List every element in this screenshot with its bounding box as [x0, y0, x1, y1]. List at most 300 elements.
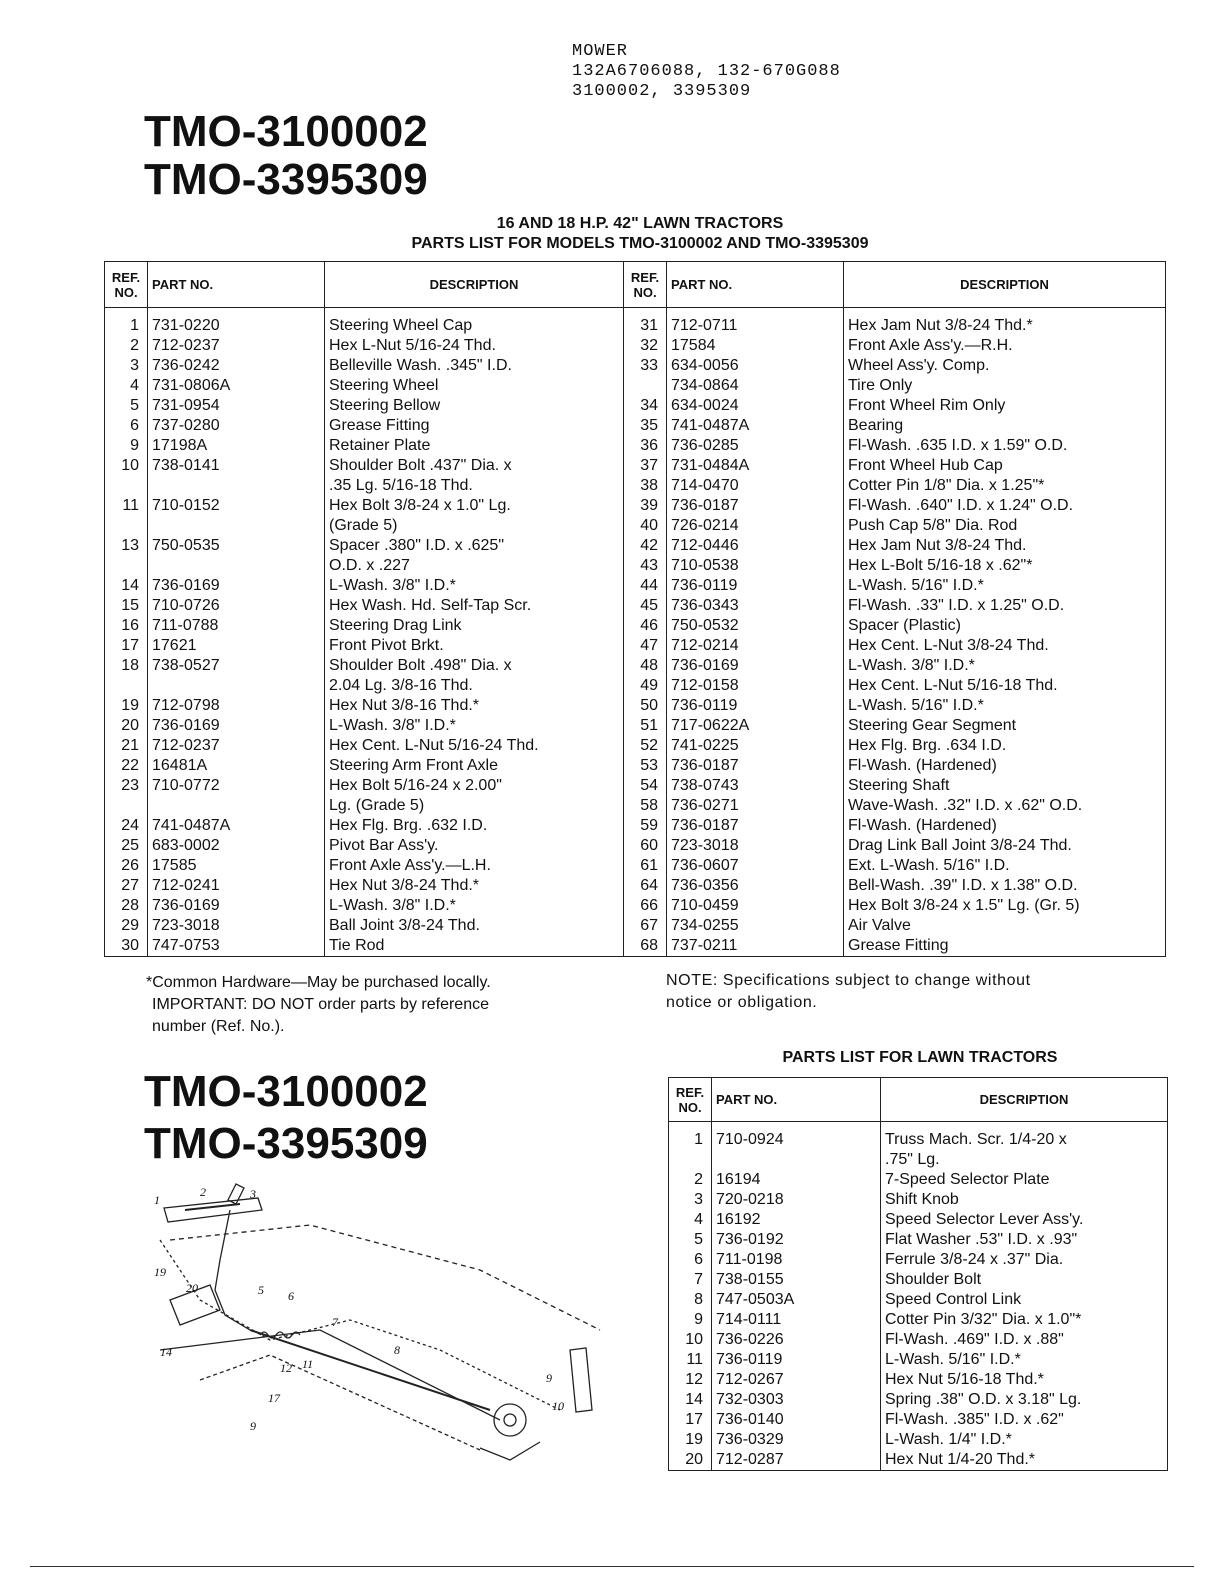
- table-row: [105, 776, 1166, 796]
- description: Hex Cent. L-Nut 5/16-24 Thd.: [325, 736, 624, 756]
- selector-plate: [164, 1198, 262, 1222]
- description: Front Wheel Rim Only: [844, 396, 1166, 416]
- part-no: 731-0954: [148, 396, 325, 416]
- description: Fl-Wash. .33" I.D. x 1.25" O.D.: [844, 596, 1166, 616]
- part-no: 712-0287: [712, 1450, 881, 1471]
- axle-stub: [480, 1442, 540, 1460]
- description: Cotter Pin 1/8" Dia. x 1.25"*: [844, 476, 1166, 496]
- ref-no: [105, 556, 148, 576]
- table-row: [105, 376, 1166, 396]
- part-no: 634-0056: [667, 356, 844, 376]
- table-row: [105, 616, 1166, 636]
- part-no: 710-0538: [667, 556, 844, 576]
- part-no: 710-0459: [667, 896, 844, 916]
- part-no: 710-0772: [148, 776, 325, 796]
- table-row: [105, 476, 1166, 496]
- ref-no: 64: [624, 876, 667, 896]
- description: Hex Jam Nut 3/8-24 Thd.: [844, 536, 1166, 556]
- ref-no: 17: [121, 637, 139, 654]
- callout-1: 1: [154, 1193, 160, 1207]
- ref-no: 4: [130, 377, 139, 394]
- table-row: [105, 816, 1166, 836]
- ref-no: 32: [624, 336, 667, 356]
- description: Wheel Ass'y. Comp.: [844, 356, 1166, 376]
- part-no: [148, 796, 325, 816]
- transmission-hub-inner: [504, 1414, 516, 1426]
- part-no: 712-0711: [667, 308, 844, 337]
- ref-no: 19: [121, 697, 139, 714]
- part-no: 750-0532: [667, 616, 844, 636]
- ref-no: 14: [685, 1391, 703, 1408]
- part-no: 747-0503A: [712, 1290, 881, 1310]
- table-row: [105, 936, 1166, 957]
- ref-no: 6: [130, 417, 139, 434]
- table-row: [105, 916, 1166, 936]
- lawn-tractor-parts-table: [668, 1077, 1168, 1471]
- description: Steering Drag Link: [325, 616, 624, 636]
- ref-no: 24: [121, 817, 139, 834]
- part-no: 736-0285: [667, 436, 844, 456]
- ref-no: 46: [624, 616, 667, 636]
- control-bracket: [570, 1348, 592, 1412]
- table-row: [669, 1210, 1168, 1230]
- ref-no: 54: [624, 776, 667, 796]
- callout-14: 14: [160, 1345, 172, 1359]
- ref-no: [105, 476, 148, 496]
- part-no: [148, 676, 325, 696]
- description: Steering Bellow: [325, 396, 624, 416]
- ref-no: 58: [624, 796, 667, 816]
- description: Hex L-Nut 5/16-24 Thd.: [325, 336, 624, 356]
- col-desc-right: DESCRIPTION: [844, 262, 1166, 308]
- description: Hex Flg. Brg. .634 I.D.: [844, 736, 1166, 756]
- description: Drag Link Ball Joint 3/8-24 Thd.: [844, 836, 1166, 856]
- ref-no: 20: [121, 717, 139, 734]
- description: Tire Only: [844, 376, 1166, 396]
- part-no: 734-0864: [667, 376, 844, 396]
- table-row: [105, 356, 1166, 376]
- description: Hex Flg. Brg. .632 I.D.: [325, 816, 624, 836]
- callout-2: 2: [200, 1185, 206, 1199]
- part-no: 712-0267: [712, 1370, 881, 1390]
- part-no: 736-0187: [667, 816, 844, 836]
- description: Shoulder Bolt .437" Dia. x: [325, 456, 624, 476]
- ref-no: 48: [624, 656, 667, 676]
- part-no: 736-0169: [148, 896, 325, 916]
- part-no: 723-3018: [667, 836, 844, 856]
- part-no: 17198A: [148, 436, 325, 456]
- ref-no: 22: [121, 757, 139, 774]
- description: Steering Arm Front Axle: [325, 756, 624, 776]
- lower-link: [200, 1355, 480, 1450]
- col-desc-left: DESCRIPTION: [325, 262, 624, 308]
- table-row: [669, 1122, 1168, 1151]
- ref-no: 23: [121, 777, 139, 794]
- description: Hex Cent. L-Nut 3/8-24 Thd.: [844, 636, 1166, 656]
- ref-no: 44: [624, 576, 667, 596]
- ref-no: 7: [694, 1271, 703, 1288]
- part-no: 737-0280: [148, 416, 325, 436]
- part-no: 710-0924: [712, 1122, 881, 1151]
- main-heading-line-1: 16 AND 18 H.P. 42" LAWN TRACTORS: [496, 215, 784, 232]
- part-no: 734-0255: [667, 916, 844, 936]
- table-row: [669, 1190, 1168, 1210]
- part-no: 712-0214: [667, 636, 844, 656]
- description: Hex Nut 3/8-24 Thd.*: [325, 876, 624, 896]
- description: Hex Nut 1/4-20 Thd.*: [881, 1450, 1168, 1471]
- description: L-Wash. 3/8" I.D.*: [325, 896, 624, 916]
- ref-no: 16: [121, 617, 139, 634]
- speed-selector-exploded-diagram: [140, 1180, 640, 1480]
- ref-no: 3: [130, 357, 139, 374]
- specification-note: [666, 970, 1031, 1014]
- description: Front Axle Ass'y.—L.H.: [325, 856, 624, 876]
- main-parts-table: [104, 261, 1166, 957]
- ref-no: [105, 796, 148, 816]
- table-row: [105, 556, 1166, 576]
- table-row: [669, 1270, 1168, 1290]
- description: Front Wheel Hub Cap: [844, 456, 1166, 476]
- part-no: 712-0237: [148, 336, 325, 356]
- ref-no: 33: [624, 356, 667, 376]
- ref-no: 30: [121, 937, 139, 954]
- ref-no: 15: [121, 597, 139, 614]
- col-part-right: PART NO.: [667, 262, 844, 308]
- part-no: 736-0119: [667, 576, 844, 596]
- part-no: 714-0111: [712, 1310, 881, 1330]
- description: .35 Lg. 5/16-18 Thd.: [325, 476, 624, 496]
- description: Fl-Wash. (Hardened): [844, 816, 1166, 836]
- main-heading: [300, 214, 980, 254]
- description: Speed Selector Lever Ass'y.: [881, 1210, 1168, 1230]
- ref-no: 39: [624, 496, 667, 516]
- part-no: 712-0158: [667, 676, 844, 696]
- ref-no: 50: [624, 696, 667, 716]
- description: L-Wash. 3/8" I.D.*: [325, 716, 624, 736]
- ref-no: 45: [624, 596, 667, 616]
- ref-no: 2: [694, 1171, 703, 1188]
- part-no: 738-0527: [148, 656, 325, 676]
- description: Ball Joint 3/8-24 Thd.: [325, 916, 624, 936]
- part-no: 736-0356: [667, 876, 844, 896]
- callout-12: 12: [280, 1361, 292, 1375]
- description: Spacer .380" I.D. x .625": [325, 536, 624, 556]
- ref-no: 18: [121, 657, 139, 674]
- part-no: [148, 516, 325, 536]
- part-no: 17584: [667, 336, 844, 356]
- rear-rod: [160, 1330, 500, 1420]
- table-row: [105, 516, 1166, 536]
- callout-6: 6: [288, 1289, 294, 1303]
- top-title-2: TMO-3395309: [144, 155, 428, 204]
- note-important-2: number (Ref. No.).: [152, 1018, 285, 1035]
- part-no: 750-0535: [148, 536, 325, 556]
- ref-no: [669, 1150, 712, 1170]
- description: Hex Bolt 3/8-24 x 1.5" Lg. (Gr. 5): [844, 896, 1166, 916]
- description: Fl-Wash. .640" I.D. x 1.24" O.D.: [844, 496, 1166, 516]
- description: Hex Wash. Hd. Self-Tap Scr.: [325, 596, 624, 616]
- callout-10: 10: [552, 1399, 564, 1413]
- description: Hex Nut 5/16-18 Thd.*: [881, 1370, 1168, 1390]
- description: Steering Wheel: [325, 376, 624, 396]
- ref-no: 59: [624, 816, 667, 836]
- table-row: [105, 856, 1166, 876]
- part-no: 712-0798: [148, 696, 325, 716]
- ref-no: [105, 676, 148, 696]
- description: 2.04 Lg. 3/8-16 Thd.: [325, 676, 624, 696]
- ref-no: 31: [624, 308, 667, 337]
- part-no: 710-0152: [148, 496, 325, 516]
- part-no: 736-0192: [712, 1230, 881, 1250]
- part-no: 731-0806A: [148, 376, 325, 396]
- part-no: [712, 1150, 881, 1170]
- col-ref: REF. NO.: [669, 1078, 712, 1122]
- ref-no: 1: [694, 1131, 703, 1148]
- callout-17: 17: [268, 1391, 280, 1405]
- col-ref-right: REF. NO.: [624, 262, 667, 308]
- ref-no: [105, 516, 148, 536]
- callout-9-lower: 9: [250, 1419, 256, 1433]
- part-no: 741-0487A: [148, 816, 325, 836]
- ref-no: 53: [624, 756, 667, 776]
- table-row: [669, 1390, 1168, 1410]
- part-no: 711-0788: [148, 616, 325, 636]
- ref-no: 14: [121, 577, 139, 594]
- ref-no: 49: [624, 676, 667, 696]
- description: Front Axle Ass'y.—R.H.: [844, 336, 1166, 356]
- col-part-left: PART NO.: [148, 262, 325, 308]
- note-spec-2: notice or obligation.: [666, 994, 818, 1011]
- part-no: 714-0470: [667, 476, 844, 496]
- ref-no: 35: [624, 416, 667, 436]
- table-row: [105, 416, 1166, 436]
- table-row: [105, 896, 1166, 916]
- ref-no: 11: [122, 497, 139, 514]
- description: Shoulder Bolt: [881, 1270, 1168, 1290]
- callout-9-upper: 9: [546, 1371, 552, 1385]
- part-no: 634-0024: [667, 396, 844, 416]
- callout-8: 8: [394, 1343, 400, 1357]
- table-row: [105, 696, 1166, 716]
- ref-no: 5: [130, 397, 139, 414]
- col-part: PART NO.: [712, 1078, 881, 1122]
- description: Fl-Wash. .469" I.D. x .88": [881, 1330, 1168, 1350]
- ref-no: [624, 376, 667, 396]
- ref-no: 2: [130, 337, 139, 354]
- table-row: [105, 536, 1166, 556]
- part-no: 712-0446: [667, 536, 844, 556]
- ref-no: 28: [121, 897, 139, 914]
- part-no: 737-0211: [667, 936, 844, 957]
- description: Pivot Bar Ass'y.: [325, 836, 624, 856]
- part-no: 726-0214: [667, 516, 844, 536]
- ref-no: 51: [624, 716, 667, 736]
- description: Fl-Wash. (Hardened): [844, 756, 1166, 776]
- table-row: [105, 496, 1166, 516]
- ref-no: 36: [624, 436, 667, 456]
- part-no: 736-0329: [712, 1430, 881, 1450]
- ref-no: 13: [121, 537, 139, 554]
- part-no: 736-0343: [667, 596, 844, 616]
- part-no: 683-0002: [148, 836, 325, 856]
- description: L-Wash. 5/16" I.D.*: [844, 576, 1166, 596]
- ref-no: 10: [685, 1331, 703, 1348]
- description: Speed Control Link: [881, 1290, 1168, 1310]
- ref-no: 47: [624, 636, 667, 656]
- description: Hex Bolt 3/8-24 x 1.0" Lg.: [325, 496, 624, 516]
- description: Fl-Wash. .385" I.D. x .62": [881, 1410, 1168, 1430]
- description: Lg. (Grade 5): [325, 796, 624, 816]
- callout-19: 19: [154, 1265, 166, 1279]
- part-no: [148, 556, 325, 576]
- ref-no: 25: [121, 837, 139, 854]
- callout-7: 7: [332, 1315, 338, 1329]
- ref-no: 67: [624, 916, 667, 936]
- ref-no: 12: [685, 1371, 703, 1388]
- table-row: [669, 1310, 1168, 1330]
- part-no: 712-0241: [148, 876, 325, 896]
- ref-no: 61: [624, 856, 667, 876]
- table-row: [105, 308, 1166, 337]
- col-ref-left: REF. NO.: [105, 262, 148, 308]
- description: Ext. L-Wash. 5/16" I.D.: [844, 856, 1166, 876]
- table-row: [669, 1170, 1168, 1190]
- part-no: 17585: [148, 856, 325, 876]
- description: Hex Bolt 5/16-24 x 2.00": [325, 776, 624, 796]
- description: L-Wash. 3/8" I.D.*: [325, 576, 624, 596]
- part-no: 738-0743: [667, 776, 844, 796]
- description: Shift Knob: [881, 1190, 1168, 1210]
- note-common-hardware: *Common Hardware—May be purchased locally.: [146, 974, 491, 991]
- shift-knob: [228, 1184, 244, 1204]
- description: 7-Speed Selector Plate: [881, 1170, 1168, 1190]
- table-row: [105, 676, 1166, 696]
- callout-3: 3: [250, 1187, 256, 1201]
- description: L-Wash. 5/16" I.D.*: [844, 696, 1166, 716]
- description: Front Pivot Brkt.: [325, 636, 624, 656]
- table-row: [105, 716, 1166, 736]
- description: .75" Lg.: [881, 1150, 1168, 1170]
- ref-no: 34: [624, 396, 667, 416]
- part-no: 736-0187: [667, 496, 844, 516]
- callout-11: 11: [302, 1357, 314, 1371]
- ref-no: 60: [624, 836, 667, 856]
- description: Hex Nut 3/8-16 Thd.*: [325, 696, 624, 716]
- part-no: 736-0187: [667, 756, 844, 776]
- ref-no: 43: [624, 556, 667, 576]
- table-row: [669, 1350, 1168, 1370]
- table-row: [669, 1370, 1168, 1390]
- ref-no: 19: [685, 1431, 703, 1448]
- description: (Grade 5): [325, 516, 624, 536]
- description: Shoulder Bolt .498" Dia. x: [325, 656, 624, 676]
- part-no: 16481A: [148, 756, 325, 776]
- ref-no: 10: [121, 457, 139, 474]
- part-no: 732-0303: [712, 1390, 881, 1410]
- ref-no: 3: [694, 1191, 703, 1208]
- part-no: 747-0753: [148, 936, 325, 957]
- description: Wave-Wash. .32" I.D. x .62" O.D.: [844, 796, 1166, 816]
- description: L-Wash. 3/8" I.D.*: [844, 656, 1166, 676]
- table-row: [105, 876, 1166, 896]
- table-row: [669, 1150, 1168, 1170]
- description: Steering Shaft: [844, 776, 1166, 796]
- table-row: [669, 1290, 1168, 1310]
- stamp-line-1: MOWER: [572, 42, 629, 61]
- table-row: [105, 656, 1166, 676]
- ref-no: 37: [624, 456, 667, 476]
- description: Ferrule 3/8-24 x .37" Dia.: [881, 1250, 1168, 1270]
- ref-no: 52: [624, 736, 667, 756]
- description: Flat Washer .53" I.D. x .93": [881, 1230, 1168, 1250]
- ref-no: 29: [121, 917, 139, 934]
- description: Belleville Wash. .345" I.D.: [325, 356, 624, 376]
- stamp-line-3: 3100002, 3395309: [572, 82, 752, 101]
- ref-no: 8: [694, 1291, 703, 1308]
- ref-no: 4: [694, 1211, 703, 1228]
- ref-no: 42: [624, 536, 667, 556]
- description: Bearing: [844, 416, 1166, 436]
- part-no: 711-0198: [712, 1250, 881, 1270]
- note-spec-1: NOTE: Specifications subject to change without: [666, 972, 1031, 989]
- table-row: [105, 736, 1166, 756]
- description: Hex Cent. L-Nut 5/16-18 Thd.: [844, 676, 1166, 696]
- description: Hex Jam Nut 3/8-24 Thd.*: [844, 308, 1166, 337]
- table-row: [105, 596, 1166, 616]
- description: Push Cap 5/8" Dia. Rod: [844, 516, 1166, 536]
- table-row: [669, 1430, 1168, 1450]
- part-no: 731-0220: [148, 308, 325, 337]
- description: Truss Mach. Scr. 1/4-20 x: [881, 1122, 1168, 1151]
- ref-no: 68: [624, 936, 667, 957]
- part-no: 741-0225: [667, 736, 844, 756]
- description: Steering Gear Segment: [844, 716, 1166, 736]
- part-no: 717-0622A: [667, 716, 844, 736]
- table-row: [105, 636, 1166, 656]
- ref-no: 38: [624, 476, 667, 496]
- fender-edge: [170, 1225, 600, 1330]
- description: Grease Fitting: [325, 416, 624, 436]
- table-row: [105, 456, 1166, 476]
- table-row: [669, 1250, 1168, 1270]
- description: Hex L-Bolt 5/16-18 x .62"*: [844, 556, 1166, 576]
- description: Spacer (Plastic): [844, 616, 1166, 636]
- selector-lever: [215, 1210, 250, 1330]
- table-row: [105, 336, 1166, 356]
- bottom-rule: [30, 1566, 1194, 1567]
- table-row: [105, 576, 1166, 596]
- description: L-Wash. 5/16" I.D.*: [881, 1350, 1168, 1370]
- second-heading: PARTS LIST FOR LAWN TRACTORS: [782, 1049, 1058, 1066]
- part-no: 736-0169: [148, 576, 325, 596]
- part-no: 723-3018: [148, 916, 325, 936]
- description: Steering Wheel Cap: [325, 308, 624, 337]
- model-stamp: [572, 42, 841, 102]
- ref-no: 40: [624, 516, 667, 536]
- part-no: [148, 476, 325, 496]
- ref-no: 9: [694, 1311, 703, 1328]
- ref-no: 5: [694, 1231, 703, 1248]
- part-no: 712-0237: [148, 736, 325, 756]
- table-row: [105, 396, 1166, 416]
- table-row: [669, 1410, 1168, 1430]
- ref-no: 21: [121, 737, 139, 754]
- part-no: 736-0169: [667, 656, 844, 676]
- ref-no: 66: [624, 896, 667, 916]
- description: O.D. x .227: [325, 556, 624, 576]
- main-heading-line-2: PARTS LIST FOR MODELS TMO-3100002 AND TMO-3395309: [411, 235, 869, 252]
- description: Bell-Wash. .39" I.D. x 1.38" O.D.: [844, 876, 1166, 896]
